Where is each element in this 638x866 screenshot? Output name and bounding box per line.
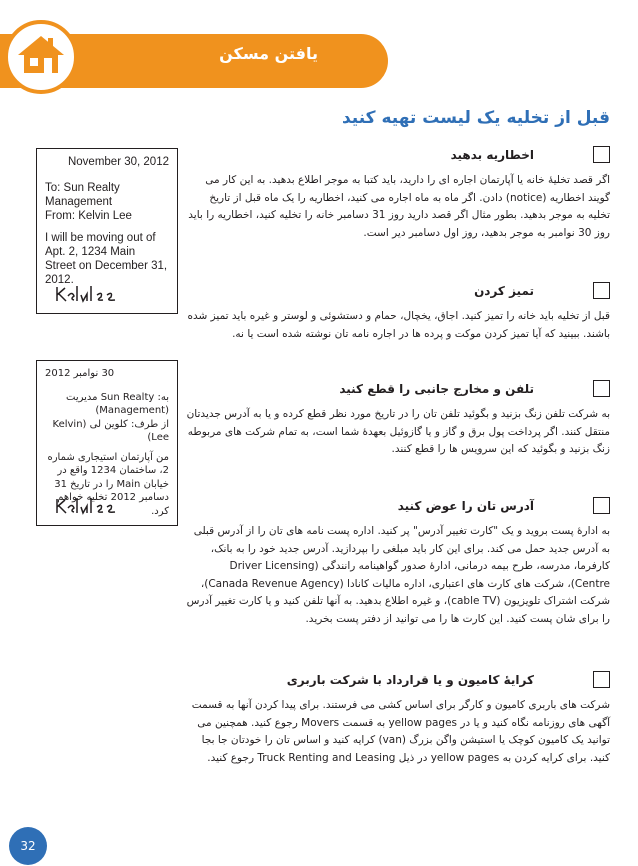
letter-to: To: Sun Realty Management <box>45 182 120 208</box>
checkbox[interactable] <box>593 380 610 397</box>
checklist-item-utilities <box>186 380 610 459</box>
item-body: قبل از تخلیه باید خانه را تمیز کنید. اجاق، یخچال، حمام و دستشوئی و لوستر و غیره باید تمیز شده باشند. ببینید که آیا تمیز کردن موکت و پرده ها در اجاره نامه تان نوشته شده است یا نه. <box>187 310 610 340</box>
item-title: تلفن و مخارج جانبی را قطع کنید <box>339 382 534 396</box>
checklist-item-notice <box>186 146 610 242</box>
item-body: به شرکت تلفن زنگ بزنید و بگوئید تلفن تان را در تاریخ مورد نظر قطع کرده و یا به آدرس جدیدتان منتقل کنند. اگر پرداخت پول برق و گاز و یا گازوئیل بعهدهٔ شما است، به تمام شرکت های مربوطه زنگ بزنید و بگوئید که این سرویس ها را قطع کنند. <box>186 408 610 455</box>
letter-from: از طرف: کلوین لی (Kelvin Lee) <box>52 418 169 443</box>
letter-date: 30 نوامبر 2012 <box>45 368 115 379</box>
item-title: آدرس تان را عوض کنید <box>397 499 534 513</box>
item-title: تمیز کردن <box>474 284 534 298</box>
letter-from: From: Kelvin Lee <box>45 210 132 222</box>
item-title: اخطاریه بدهید <box>450 148 534 162</box>
item-body: اگر قصد تخلیهٔ خانه یا آپارتمان اجاره ای را دارید، باید کتبا به موجر اطلاع بدهید. به این کار می گویند اخطاریه (notice) دادن. اگر ماه به ماه اجاره می کنید، اخطاریه را یک ماه قبل از تاریخ تخلیه به موجر بدهید. بطور مثال اگر قصد دارید روز 31 دسامبر خانه را تخلیه کنید، اخطاریه را باید روز 30 نوامبر به موجر بدهید، روز اول دسامبر دیر است. <box>188 174 610 239</box>
checkbox[interactable] <box>593 282 610 299</box>
item-title: کرایهٔ کامیون و یا قرارداد با شرکت باربری <box>286 673 534 687</box>
section-title: قبل از تخلیه یک لیست تهیه کنید <box>341 108 610 128</box>
item-body: شرکت های باربری کامیون و کارگر برای اساس کشی می فرستند. برای پیدا کردن آنها به قسمت آگهی های روزنامه نگاه کنید و یا در yellow pages به قسمت Movers رجوع کنید. همچنین می توانید یک کامیون کوچک یا استیشن واگن بزرگ (van) کرایه کنید و اساس تان را خودتان جا بجا کنید. برای کرایه کردن به yellow pages در ذیل Truck Renting and Leasing رجوع کنید. <box>191 699 610 764</box>
checkbox[interactable] <box>593 146 610 163</box>
item-body: به ادارهٔ پست بروید و یک "کارت تغییر آدرس" پر کنید. اداره پست نامه های تان را از آدرس قبلی به آدرس جدید حمل می کند. برای این کار باید مبلغی را بپردازید. آدرس جدید خود را به بانک، کارفرما، مدرسه، طرح بیمه درمانی، ادارهٔ صدور گواهینامه رانندگی (Driver Licensing Centre)، شرکت های کارت های اعتباری، اداره مالیات کانادا (Canada Revenue Agency)، شرکت اشتراک تلویزیون (cable TV)، و غیره اطلاع بدهید. به آنها تلفن کنید و یا کارت تغییر آدرس را برای شان پست کنید. این کارت ها را می توانید از دفتر پست بخرید. <box>186 525 610 625</box>
checklist-item-address <box>186 497 610 628</box>
checkbox[interactable] <box>593 497 610 514</box>
signature-image <box>53 495 123 517</box>
letter-body: I will be moving out of Apt. 2, 1234 Main Street on December 31, 2012. <box>45 232 168 286</box>
letter-date: November 30, 2012 <box>67 156 169 168</box>
checklist-item-cleaning <box>186 282 610 343</box>
letter-to: به: Sun Realty مدیریت (Management) <box>66 391 169 416</box>
checkbox[interactable] <box>593 671 610 688</box>
sample-letter-farsi <box>36 360 178 526</box>
house-icon <box>4 20 78 94</box>
letter-body: من آپارتمان استیجاری شماره 2، ساختمان 1234 واقع در خیابان Main را در تاریخ 31 دسامبر 2012 تخلیه خواهم کرد. <box>47 451 169 517</box>
page-number: 32 <box>9 827 47 865</box>
checklist-item-moving <box>186 671 610 767</box>
header-title: یافتن مسکن <box>219 44 318 63</box>
signature-image <box>53 283 123 305</box>
sample-letter-english <box>36 148 178 314</box>
